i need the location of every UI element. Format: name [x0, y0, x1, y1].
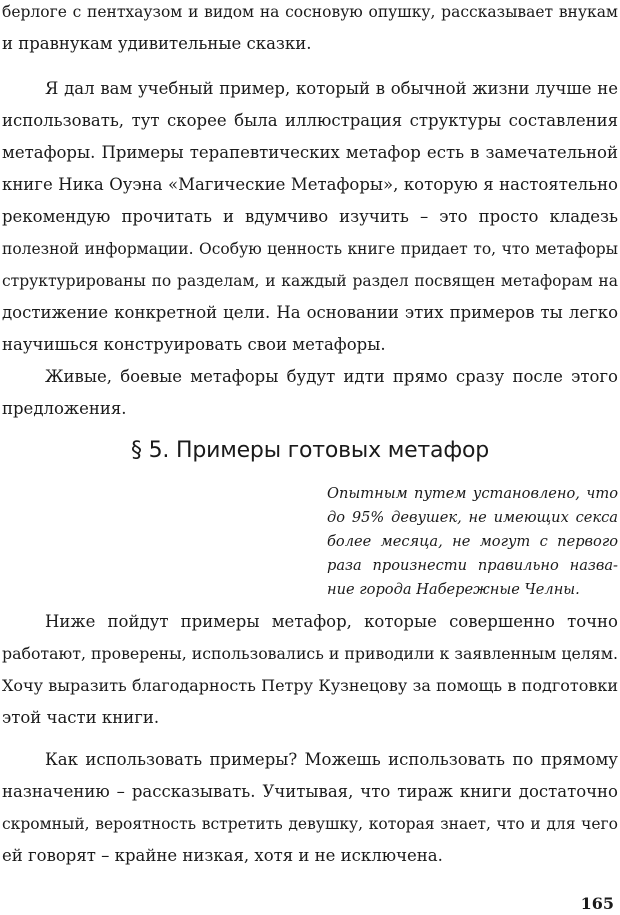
- text-line: Я дал вам учебный пример, который в обычной жизни лучше не: [45, 79, 618, 98]
- text-line: структурированы по разделам, и каждый раздел посвящен метафорам на: [2, 272, 618, 290]
- epigraph-line: раза произнести правильно назва-: [327, 557, 618, 574]
- text-line: научишься конструировать свои метафоры.: [2, 335, 386, 354]
- text-line: достижение конкретной цели. На основании этих примеров ты легко: [2, 303, 618, 322]
- epigraph-line: Опытным путем установлено, что: [327, 485, 618, 502]
- text-line: скромный, вероятность встретить девушку, которая знает, что и для чего: [2, 815, 618, 833]
- text-line: Как использовать примеры? Можешь использовать по прямому: [45, 750, 618, 769]
- page-number: 165: [580, 894, 614, 913]
- text-line: этой части книги.: [2, 708, 160, 727]
- epigraph-line: более месяца, не могут с первого: [327, 533, 618, 550]
- section-heading: § 5. Примеры готовых метафор: [131, 438, 489, 463]
- epigraph-line: до 95% девушек, не имеющих секса: [327, 509, 618, 526]
- text-line: Хочу выразить благодарность Петру Кузнецову за помощь в подготовки: [2, 676, 618, 695]
- text-line: назначению – рассказывать. Учитывая, что тираж книги достаточно: [2, 782, 618, 801]
- text-line: использовать, тут скорее была иллюстрация структуры составления: [2, 111, 618, 130]
- text-line: ей говорят – крайне низкая, хотя и не исключена.: [2, 846, 443, 865]
- text-line: Ниже пойдут примеры метафор, которые совершенно точно: [45, 612, 618, 631]
- text-line: рекомендую прочитать и вдумчиво изучить – это просто кладезь: [2, 207, 618, 226]
- text-line: работают, проверены, использовались и приводили к заявленным целям.: [2, 644, 618, 663]
- text-line: предложения.: [2, 399, 127, 418]
- epigraph-line: ние города Набережные Челны.: [327, 581, 580, 598]
- text-line: и правнукам удивительные сказки.: [2, 34, 312, 53]
- text-line: книге Ника Оуэна «Магические Метафоры», которую я настоятельно: [2, 175, 618, 194]
- text-line: берлоге с пентхаузом и видом на сосновую опушку, рассказывает внукам: [2, 3, 618, 21]
- text-line: полезной информации. Особую ценность книге придает то, что метафоры: [2, 240, 618, 258]
- text-line: Живые, боевые метафоры будут идти прямо сразу после этого: [45, 367, 618, 386]
- text-line: метафоры. Примеры терапевтических метафор есть в замечательной: [2, 143, 618, 162]
